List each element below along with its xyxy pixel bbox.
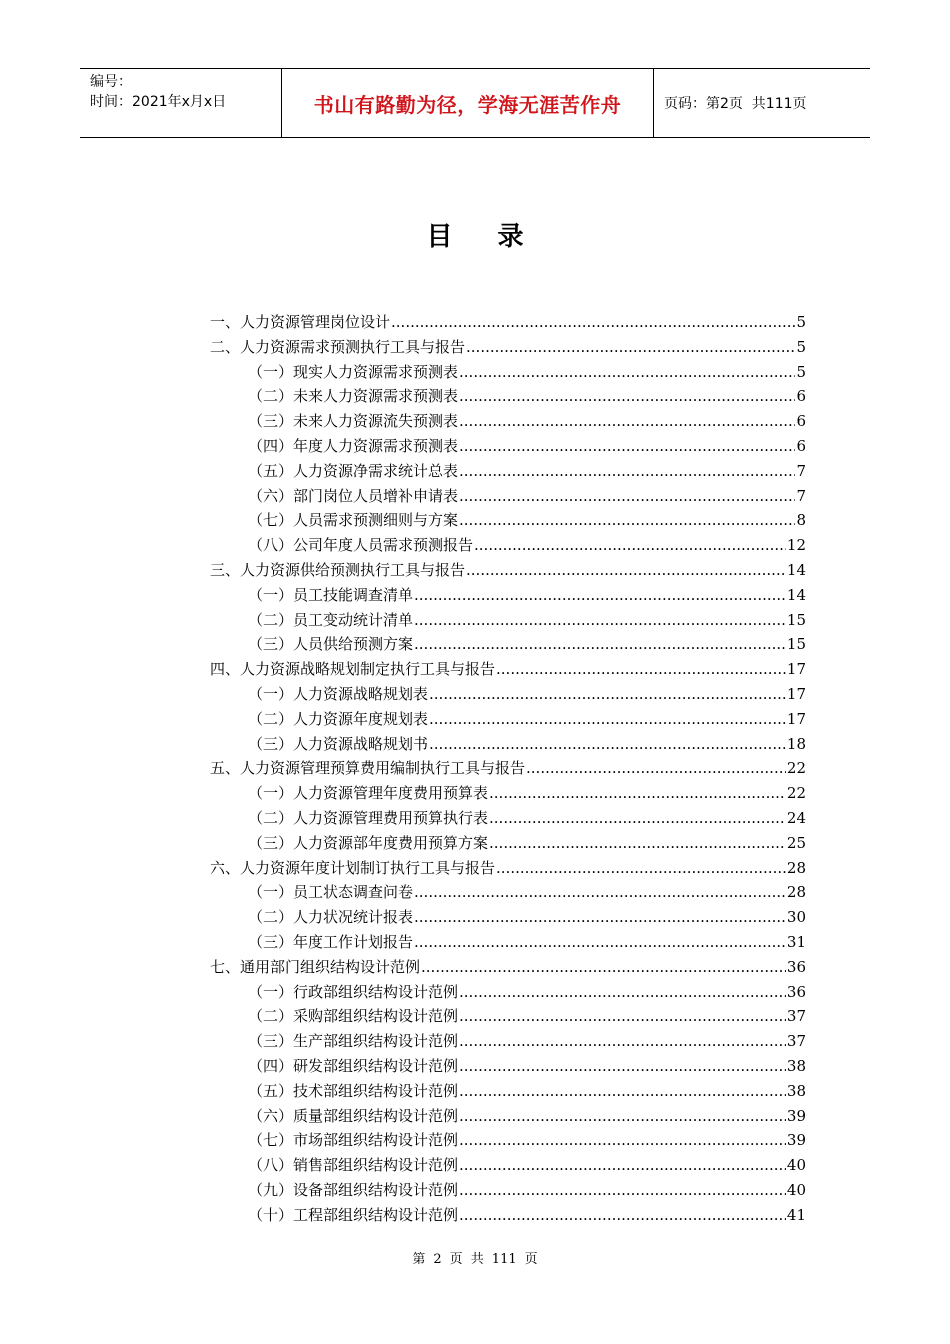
toc-entry[interactable]	[210, 384, 806, 409]
toc-entry-label: （二）未来人力资源需求预测表	[248, 387, 459, 406]
page-footer	[0, 1248, 950, 1267]
header-page-info	[654, 69, 870, 137]
toc-entry-label: 七、通用部门组织结构设计范例	[210, 957, 421, 976]
document-number-label: 编号：	[90, 74, 132, 90]
toc-entry-page: 22	[786, 759, 806, 778]
toc-entry-page: 22	[786, 784, 806, 803]
toc-entry-label: 五、人力资源管理预算费用编制执行工具与报告	[210, 759, 526, 778]
toc-entry-page: 37	[786, 1032, 806, 1051]
toc-entry[interactable]	[210, 583, 806, 608]
toc-leader-dots	[429, 682, 786, 707]
toc-leader-dots	[414, 905, 786, 930]
toc-entry[interactable]	[210, 880, 806, 905]
toc-entry[interactable]	[210, 632, 806, 657]
toc-entry-page: 31	[786, 932, 806, 951]
toc-leader-dots	[496, 856, 786, 881]
header-meta	[80, 69, 282, 137]
toc-leader-dots	[489, 806, 786, 831]
toc-entry-label: 一、人力资源管理岗位设计	[210, 313, 391, 331]
toc-leader-dots	[459, 980, 786, 1005]
toc-entry-label: （六）部门岗位人员增补申请表	[248, 486, 459, 505]
toc-leader-dots	[459, 360, 795, 385]
toc-entry-page: 17	[786, 709, 806, 728]
toc-leader-dots	[459, 459, 795, 484]
toc-leader-dots	[459, 1104, 786, 1129]
toc-leader-dots	[526, 756, 786, 781]
toc-entry[interactable]	[210, 831, 806, 856]
toc-leader-dots	[489, 781, 786, 806]
footer-suffix: 页	[524, 1252, 538, 1267]
toc-entry-label: （五）技术部组织结构设计范例	[248, 1081, 459, 1100]
toc-entry[interactable]	[210, 1128, 806, 1153]
header-motto: 书山有路勤为径，学海无涯苦作舟	[282, 69, 654, 137]
toc-leader-dots	[414, 632, 786, 657]
toc-leader-dots	[474, 533, 786, 558]
toc-entry-label: （三）人员供给预测方案	[248, 635, 414, 654]
footer-mid: 页 共	[449, 1252, 484, 1267]
footer-prefix: 第	[412, 1252, 426, 1267]
toc-entry[interactable]	[210, 980, 806, 1005]
toc-entry[interactable]	[210, 1079, 806, 1104]
toc-entry[interactable]	[210, 732, 806, 757]
toc-leader-dots	[466, 335, 795, 360]
toc-entry-page: 17	[786, 684, 806, 703]
toc-entry-label: （七）人员需求预测细则与方案	[248, 511, 459, 530]
toc-entry[interactable]	[210, 1029, 806, 1054]
footer-total-pages: 111	[491, 1252, 517, 1267]
toc-entry[interactable]	[210, 1203, 806, 1228]
toc-entry-label: （八）销售部组织结构设计范例	[248, 1156, 459, 1175]
toc-entry[interactable]	[210, 1104, 806, 1129]
toc-entry-label: （一）行政部组织结构设计范例	[248, 982, 459, 1001]
toc-entry-label: （三）生产部组织结构设计范例	[248, 1032, 459, 1051]
toc-entry-label: （三）人力资源战略规划书	[248, 734, 429, 753]
toc-entry[interactable]	[210, 459, 806, 484]
toc-entry[interactable]	[210, 1153, 806, 1178]
document-time-label: 时间：2021年x月x日	[90, 94, 227, 110]
toc-entry-label: （四）年度人力资源需求预测表	[248, 436, 459, 455]
toc-entry[interactable]	[210, 409, 806, 434]
toc-entry-page: 25	[786, 833, 806, 852]
toc-entry-label: （八）公司年度人员需求预测报告	[248, 536, 474, 555]
toc-entry-label: （九）设备部组织结构设计范例	[248, 1180, 459, 1199]
toc-leader-dots	[459, 1128, 786, 1153]
header-page-label: 页码：第2页 共111页	[664, 96, 807, 112]
toc-entry[interactable]	[210, 955, 806, 980]
toc-entry-label: （一）员工技能调查清单	[248, 585, 414, 604]
toc-entry-label: （二）员工变动统计清单	[248, 610, 414, 629]
toc-entry-label: （一）现实人力资源需求预测表	[248, 362, 459, 381]
toc-entry[interactable]	[210, 905, 806, 930]
toc-entry-page: 41	[786, 1205, 806, 1224]
toc-entry[interactable]	[210, 657, 806, 682]
toc-leader-dots	[496, 657, 786, 682]
toc-entry[interactable]	[210, 508, 806, 533]
toc-leader-dots	[414, 608, 786, 633]
toc-entry[interactable]	[210, 310, 806, 335]
toc-entry-page: 15	[786, 610, 806, 629]
toc-entry-page: 40	[786, 1156, 806, 1175]
toc-entry-page: 6	[796, 436, 806, 455]
toc-leader-dots	[459, 1178, 786, 1203]
toc-entry-page: 14	[786, 585, 806, 604]
page-header	[80, 68, 870, 138]
toc-leader-dots	[459, 484, 795, 509]
toc-entry-page: 14	[786, 560, 806, 579]
toc-entry[interactable]	[210, 856, 806, 881]
toc-entry-page: 38	[786, 1056, 806, 1075]
page-title: 目 录	[426, 222, 542, 252]
toc-entry-label: 二、人力资源需求预测执行工具与报告	[210, 337, 466, 356]
toc-entry-page: 17	[786, 660, 806, 679]
toc-entry[interactable]	[210, 930, 806, 955]
toc-entry-label: （二）采购部组织结构设计范例	[248, 1007, 459, 1026]
toc-entry-label: （六）质量部组织结构设计范例	[248, 1106, 459, 1125]
toc-entry[interactable]	[210, 1004, 806, 1029]
footer-current-page: 2	[433, 1252, 442, 1267]
toc-entry-page: 6	[796, 387, 806, 406]
toc-entry-page: 24	[786, 808, 806, 827]
toc-entry-label: （三）人力资源部年度费用预算方案	[248, 833, 489, 852]
toc-entry-label: 四、人力资源战略规划制定执行工具与报告	[210, 660, 496, 679]
toc-entry-label: （四）研发部组织结构设计范例	[248, 1056, 459, 1075]
toc-entry-page: 5	[796, 362, 806, 381]
toc-entry-label: （二）人力状况统计报表	[248, 908, 414, 927]
toc-entry[interactable]	[210, 682, 806, 707]
toc-entry-label: （十）工程部组织结构设计范例	[248, 1205, 459, 1224]
toc-entry[interactable]	[210, 1178, 806, 1203]
toc-entry-page: 7	[796, 486, 806, 505]
toc-leader-dots	[459, 1029, 786, 1054]
toc-entry[interactable]	[210, 434, 806, 459]
toc-leader-dots	[459, 434, 795, 459]
toc-leader-dots	[489, 831, 786, 856]
toc-entry[interactable]	[210, 484, 806, 509]
toc-entry-label: （二）人力资源年度规划表	[248, 709, 429, 728]
toc-entry-page: 5	[796, 313, 806, 331]
toc-entry-page: 39	[786, 1131, 806, 1150]
toc-entry-label: （五）人力资源净需求统计总表	[248, 461, 459, 480]
table-of-contents	[210, 310, 806, 1227]
toc-entry-page: 28	[786, 858, 806, 877]
toc-entry-label: （一）员工状态调查问卷	[248, 883, 414, 902]
toc-entry[interactable]	[210, 1054, 806, 1079]
toc-entry-label: （三）未来人力资源流失预测表	[248, 412, 459, 431]
toc-entry-page: 40	[786, 1180, 806, 1199]
toc-leader-dots	[391, 310, 795, 335]
toc-entry-page: 39	[786, 1106, 806, 1125]
toc-entry-label: 六、人力资源年度计划制订执行工具与报告	[210, 858, 496, 877]
toc-entry[interactable]	[210, 533, 806, 558]
toc-entry-page: 28	[786, 883, 806, 902]
toc-entry[interactable]	[210, 707, 806, 732]
toc-leader-dots	[429, 707, 786, 732]
toc-leader-dots	[466, 558, 786, 583]
toc-entry-page: 18	[786, 734, 806, 753]
toc-entry-label: （一）人力资源管理年度费用预算表	[248, 784, 489, 803]
toc-entry-page: 15	[786, 635, 806, 654]
toc-entry-page: 36	[786, 982, 806, 1001]
toc-leader-dots	[459, 1004, 786, 1029]
toc-entry[interactable]	[210, 806, 806, 831]
toc-leader-dots	[421, 955, 786, 980]
toc-entry-label: （二）人力资源管理费用预算执行表	[248, 808, 489, 827]
toc-entry-page: 37	[786, 1007, 806, 1026]
toc-leader-dots	[459, 409, 795, 434]
toc-entry-label: （三）年度工作计划报告	[248, 932, 414, 951]
toc-entry-label: 三、人力资源供给预测执行工具与报告	[210, 560, 466, 579]
toc-entry-page: 36	[786, 957, 806, 976]
toc-leader-dots	[414, 880, 786, 905]
toc-entry[interactable]	[210, 781, 806, 806]
toc-leader-dots	[414, 930, 786, 955]
toc-entry[interactable]	[210, 756, 806, 781]
toc-entry[interactable]	[210, 558, 806, 583]
toc-entry-page: 12	[786, 536, 806, 555]
toc-leader-dots	[429, 732, 786, 757]
toc-entry-page: 8	[796, 511, 806, 530]
toc-leader-dots	[459, 1054, 786, 1079]
toc-entry-page: 7	[796, 461, 806, 480]
toc-entry[interactable]	[210, 335, 806, 360]
toc-leader-dots	[414, 583, 786, 608]
toc-entry-page: 6	[796, 412, 806, 431]
toc-entry[interactable]	[210, 360, 806, 385]
toc-leader-dots	[459, 1153, 786, 1178]
toc-entry-page: 5	[796, 337, 806, 356]
toc-leader-dots	[459, 384, 795, 409]
toc-entry[interactable]	[210, 608, 806, 633]
toc-entry-label: （一）人力资源战略规划表	[248, 684, 429, 703]
toc-entry-label: （七）市场部组织结构设计范例	[248, 1131, 459, 1150]
toc-leader-dots	[459, 1079, 786, 1104]
toc-leader-dots	[459, 1203, 786, 1228]
toc-leader-dots	[459, 508, 795, 533]
toc-entry-page: 30	[786, 908, 806, 927]
toc-entry-page: 38	[786, 1081, 806, 1100]
